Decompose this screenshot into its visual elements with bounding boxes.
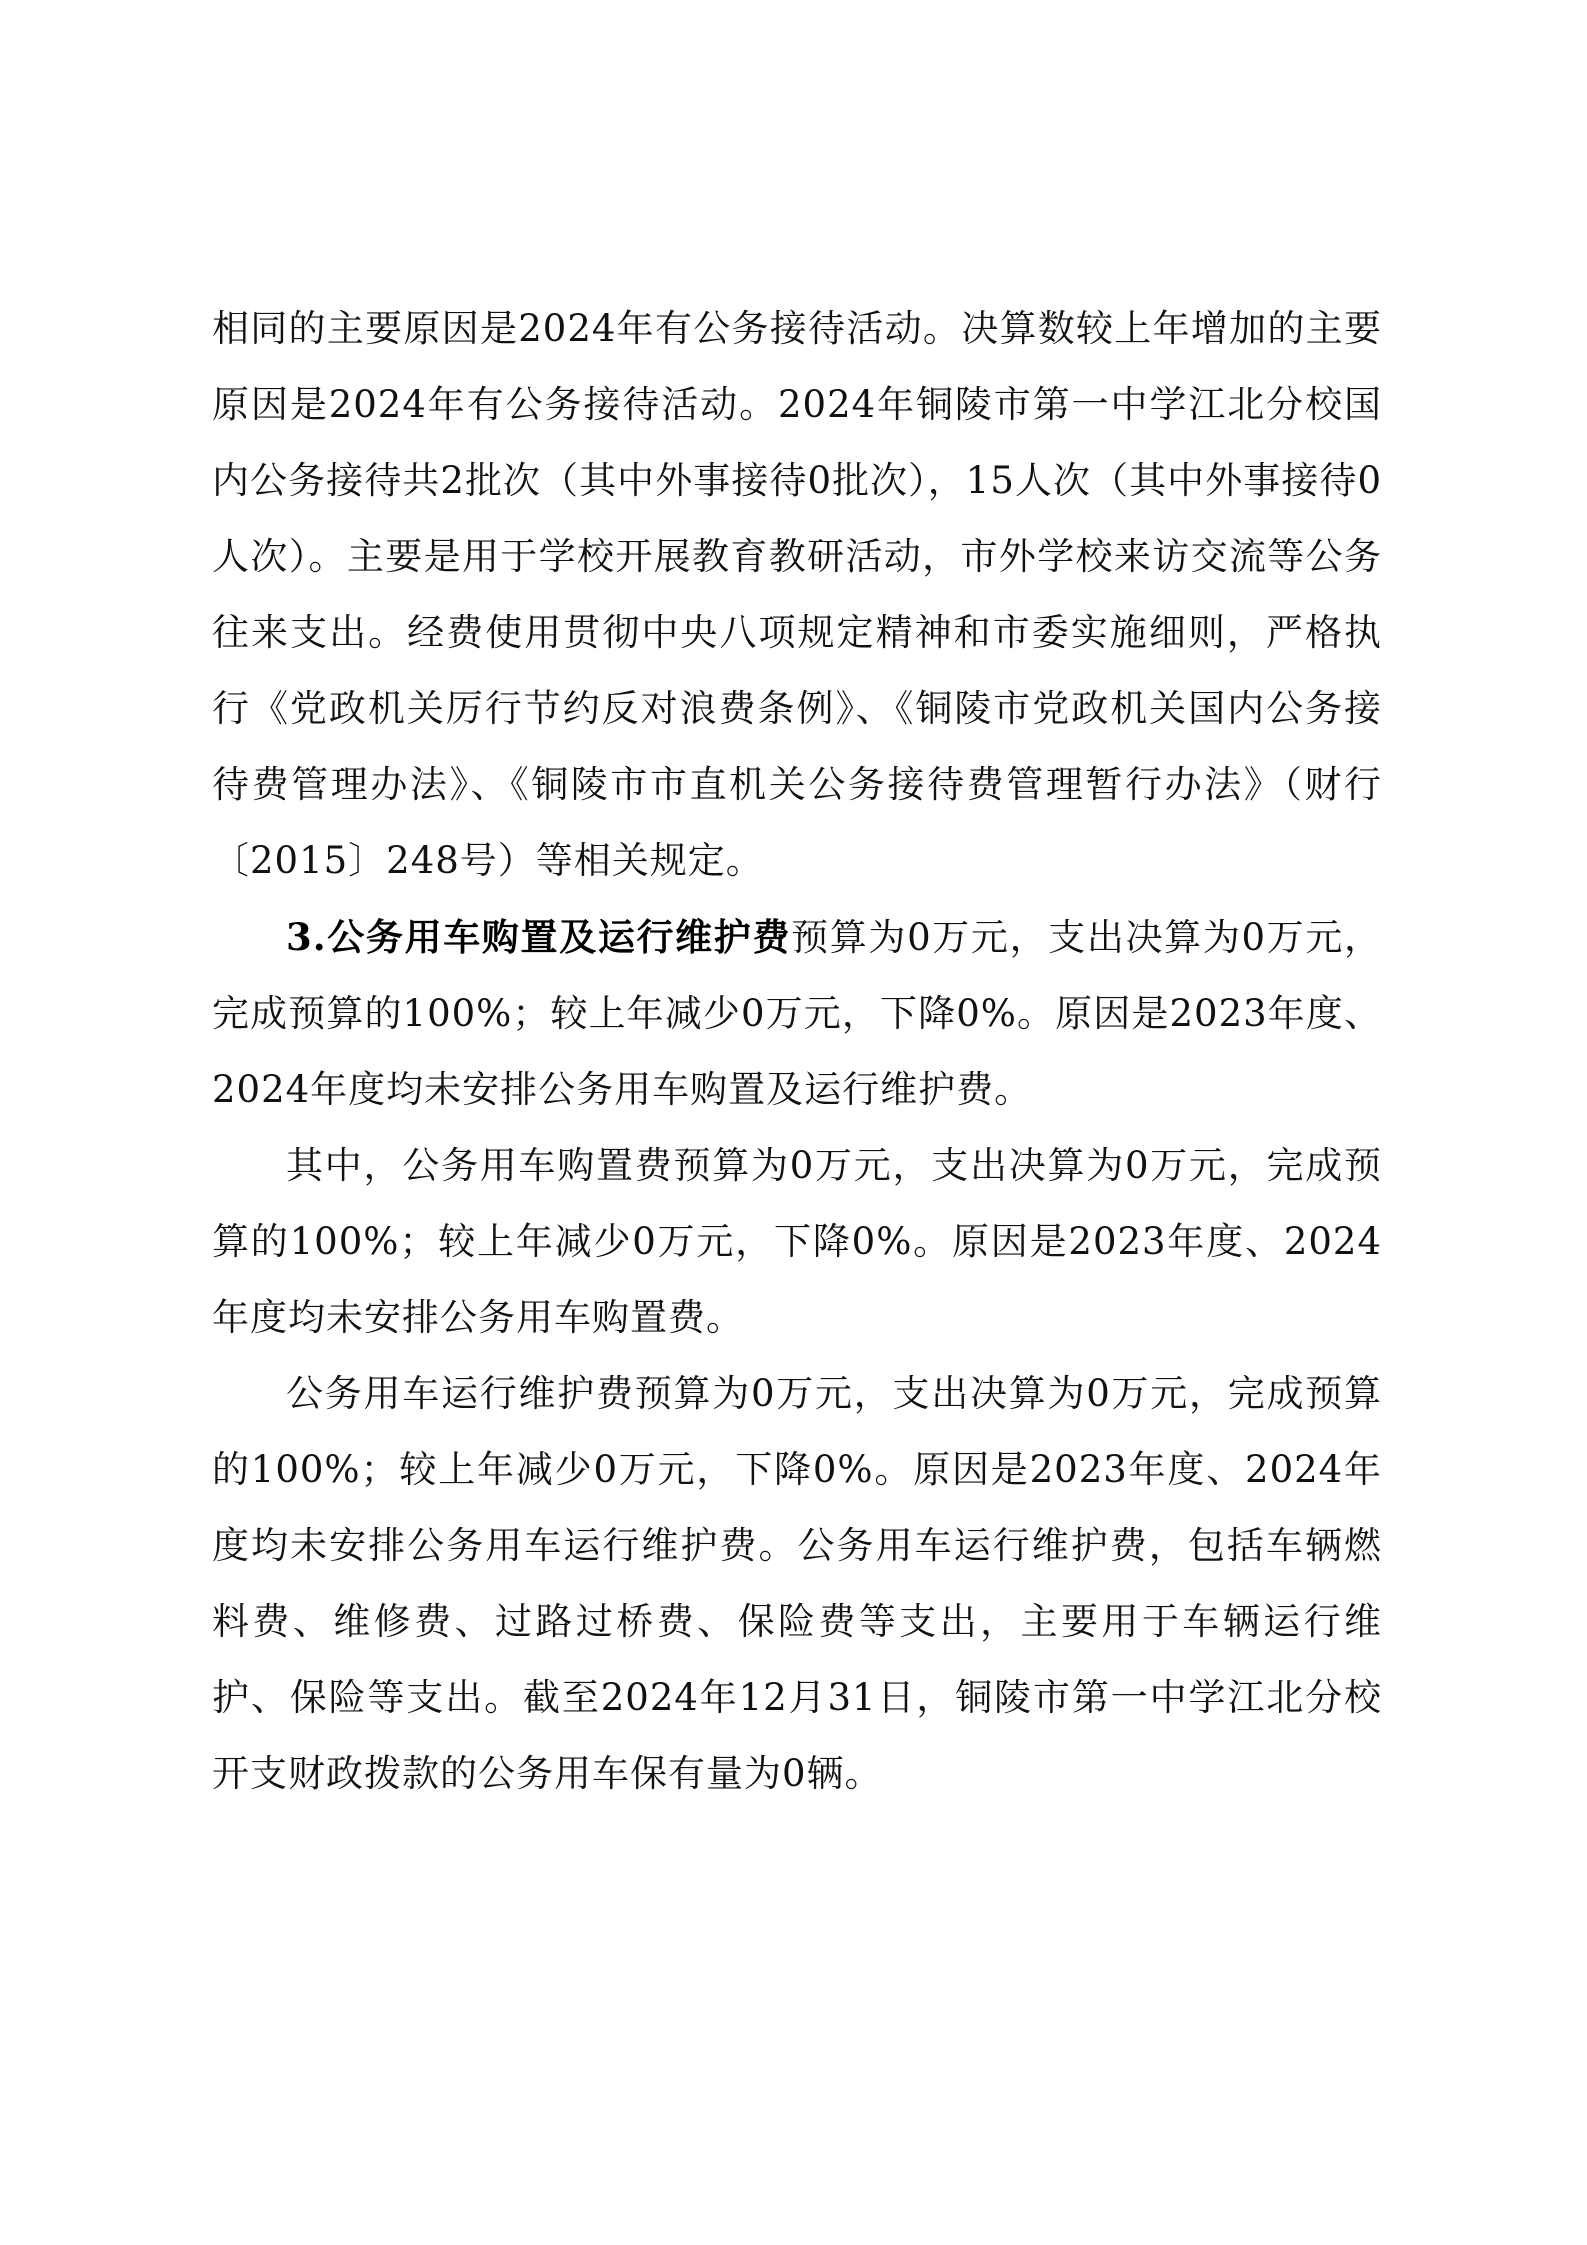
section-heading-vehicle-costs: 3.公务用车购置及运行维护费 [286,915,792,959]
paragraph-vehicle-purchase: 其中，公务用车购置费预算为0万元，支出决算为0万元，完成预算的100%；较上年减少0万元，下降0%。原因是2023年度、2024年度均未安排公务用车购置费。 [212,1144,1382,1339]
paragraph-vehicle-costs-text: 预算为0万元，支出决算为0万元，完成预算的100%；较上年减少0万元，下降0%。原因是2023年度、2024年度均未安排公务用车购置及运行维护费。 [212,916,1382,1111]
paragraph-vehicle-costs [212,899,1382,1128]
paragraph-reception-summary: 相同的主要原因是2024年有公务接待活动。决算数较上年增加的主要原因是2024年有公务接待活动。2024年铜陵市第一中学江北分校国内公务接待共2批次（其中外事接待0批次），15人次（其中外事接待0人次）。主要是用于学校开展教育教研活动，市外学校来访交流等公务往来支出。经费使用贯彻中央八项规定精神和市委实施细则，严格执行《党政机关厉行节约反对浪费条例》、《铜陵市党政机关国内公务接待费管理办法》、《铜陵市市直机关公务接待费管理暂行办法》（财行〔2015〕248号）等相关规定。 [212,307,1382,882]
paragraph-vehicle-maintenance: 公务用车运行维护费预算为0万元，支出决算为0万元，完成预算的100%；较上年减少0万元，下降0%。原因是2023年度、2024年度均未安排公务用车运行维护费。公务用车运行维护费，包括车辆燃料费、维修费、过路过桥费、保险费等支出，主要用于车辆运行维护、保险等支出。截至2024年12月31日，铜陵市第一中学江北分校开支财政拨款的公务用车保有量为0辆。 [212,1372,1382,1795]
body-text [212,291,1382,1812]
